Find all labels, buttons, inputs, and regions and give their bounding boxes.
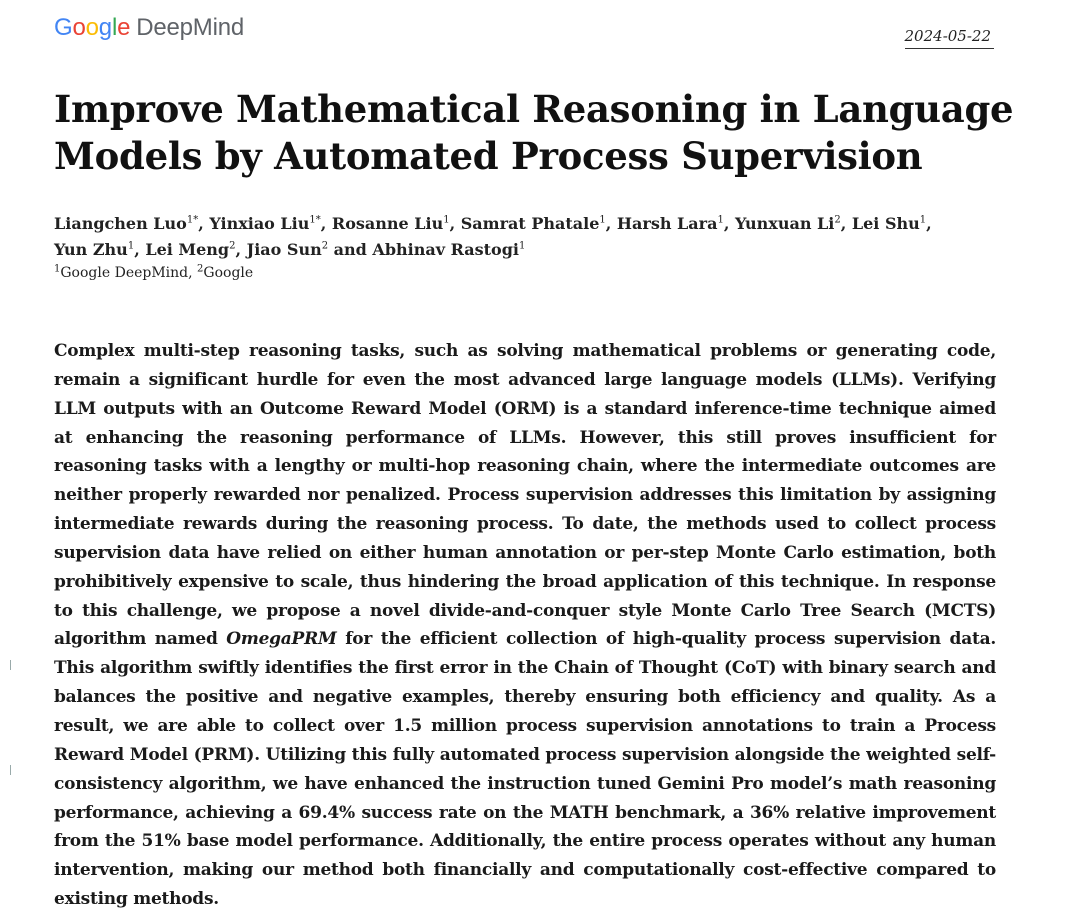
author-affiliation-mark: 1 bbox=[919, 214, 927, 226]
author bbox=[735, 214, 841, 233]
date-rule bbox=[905, 48, 994, 49]
author-affiliation-mark: 1 bbox=[443, 214, 450, 226]
affiliation-name: Google DeepMind bbox=[60, 265, 189, 281]
author-affiliation-mark: 2 bbox=[229, 240, 236, 252]
author bbox=[617, 214, 724, 233]
affiliation-name: Google bbox=[203, 265, 254, 281]
author bbox=[54, 214, 198, 233]
author bbox=[372, 240, 525, 259]
author-name: Yinxiao Liu bbox=[209, 214, 310, 233]
author-list: Liangchen Luo$^{1*}$, Yinxiao Liu$^{1*}$, Rosanne Liu$^1$, Samrat Phatale$^1$, Harsh Lara$^1$, Yunxuan Li$^2$, Lei Shu$^1$, Yun Zhu$^1$, Lei Meng$^2$, Jiao Sun$^2$ and Abhinav Rastogi$^1$ bbox=[54, 214, 932, 259]
author-name: Harsh Lara bbox=[616, 214, 718, 233]
paper-title: Improve Mathematical Reasoning in Language Models by Automated Process Supervision bbox=[54, 87, 1014, 178]
author-affiliation-mark: 2 bbox=[321, 240, 329, 252]
author-affiliation-mark: 1 bbox=[127, 240, 135, 252]
margin-tick bbox=[10, 765, 11, 775]
affiliation-mark: 2 bbox=[197, 263, 204, 275]
google-deepmind-logo: Google DeepMind bbox=[54, 14, 245, 41]
abstract bbox=[54, 337, 996, 914]
author-affiliation-mark: 1* bbox=[309, 214, 321, 226]
author-name: Lei Meng bbox=[145, 240, 230, 259]
author-affiliation-mark: 2 bbox=[834, 214, 841, 226]
author-affiliation-mark: 1 bbox=[599, 214, 606, 226]
author bbox=[247, 240, 328, 259]
author-name: Liangchen Luo bbox=[54, 214, 187, 233]
method-name: OmegaPRM bbox=[226, 629, 337, 650]
author-affiliation-mark: 1 bbox=[518, 240, 526, 252]
abstract-text-2: for the efficient collection of high-quality process supervision data. This algorithm swiftly identifies the first error in the Chain of Thought (CoT) with binary search and balances the positive and negative examples, thereby ensuring both efficiency and quality. As a result, we are able to collect over 1.5 million process supervision annotations to train a Process Reward Model (PRM). Utilizing this fully automated process supervision alongside the weighted self-consistency algorithm, we have enhanced the instruction tuned Gemini Pro model’s math reasoning performance, achieving a 69.4% success rate on the MATH benchmark, a 36% relative improvement from the 51% base model performance. Additionally, the entire process operates without any human intervention, making our method both financially and computationally cost-effective compared to existing methods. bbox=[54, 629, 996, 910]
author-affiliation-mark: 1* bbox=[186, 214, 199, 226]
margin-tick bbox=[10, 660, 11, 670]
author bbox=[209, 214, 320, 233]
affiliation-mark: 1 bbox=[54, 263, 61, 275]
author-affiliation-mark: 1 bbox=[717, 214, 724, 226]
publication-date: 2024-05-22 bbox=[904, 27, 991, 45]
author bbox=[54, 240, 134, 259]
author bbox=[145, 240, 235, 259]
author bbox=[332, 214, 450, 233]
author-name: Yunxuan Li bbox=[734, 214, 835, 233]
author-name: Lei Shu bbox=[851, 214, 920, 233]
author-name: Yun Zhu bbox=[54, 240, 128, 259]
affiliations: $^1$Google DeepMind, $^2$Google bbox=[54, 263, 254, 281]
author-name: Abhinav Rastogi bbox=[372, 240, 519, 259]
author bbox=[461, 214, 606, 233]
author-name: Rosanne Liu bbox=[331, 214, 444, 233]
deepmind-wordmark: DeepMind bbox=[136, 14, 245, 41]
author-name: Samrat Phatale bbox=[460, 214, 600, 233]
author-name: Jiao Sun bbox=[246, 240, 322, 259]
author bbox=[852, 214, 926, 233]
abstract-text-1: Complex multi-step reasoning tasks, such as solving mathematical problems or generating code, remain a significant hurdle for even the most advanced large language models (LLMs). Verifying LLM outputs with an Outcome Reward Model (ORM) is a standard inference-time technique aimed at enhancing the reasoning performance of LLMs. However, this still proves insufficient for reasoning tasks with a lengthy or multi-hop reasoning chain, where the intermediate outcomes are neither properly rewarded nor penalized. Process supervision addresses this limitation by assigning intermediate rewards during the reasoning process. To date, the methods used to collect process supervision data have relied on either human annotation or per-step Monte Carlo estimation, both prohibitively expensive to scale, thus hindering the broad application of this technique. In response to this challenge, we propose a novel divide-and-conquer style Monte Carlo Tree Search (MCTS) algorithm named bbox=[54, 341, 996, 650]
